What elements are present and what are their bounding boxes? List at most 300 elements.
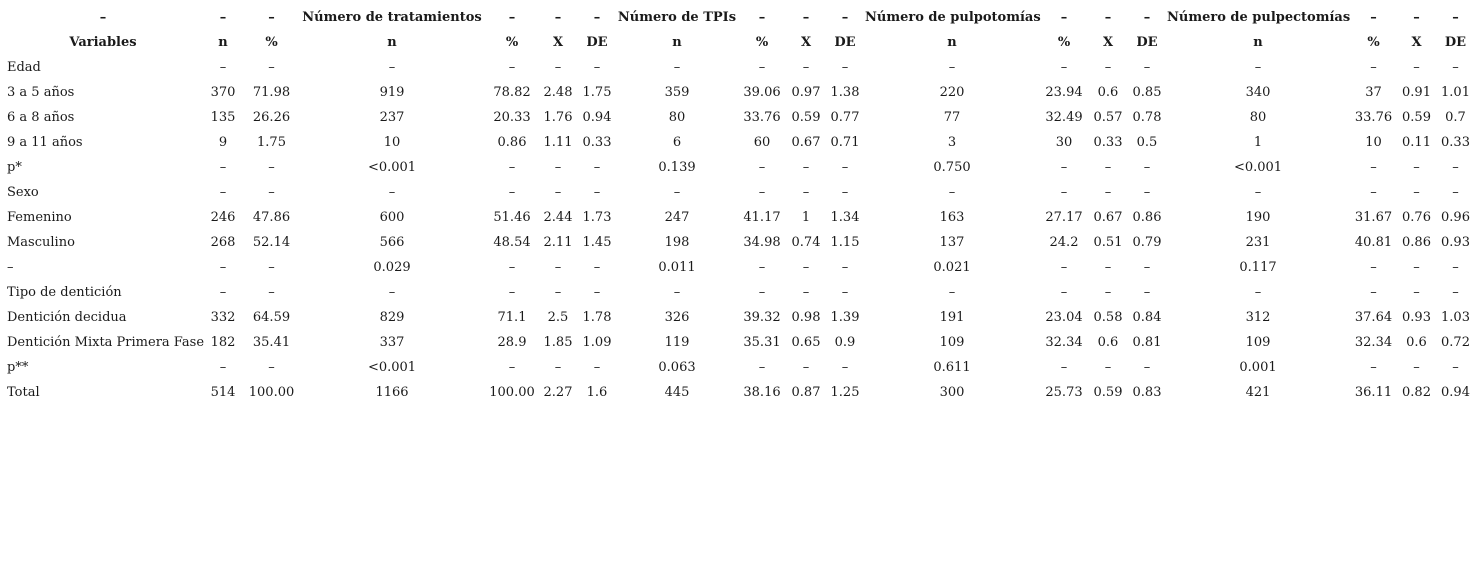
- table-cell: 300: [939, 385, 965, 400]
- table-cell: 1.11: [543, 135, 573, 150]
- table-cell: –: [1452, 285, 1459, 300]
- table-cell: –: [219, 260, 227, 275]
- column-header-row: [4, 30, 1476, 55]
- table-cell: 0.97: [791, 85, 821, 100]
- header-cell: –: [1143, 10, 1151, 25]
- table-cell: 78.82: [493, 85, 531, 100]
- table-cell: 23.04: [1045, 310, 1083, 325]
- table-cell: 0.58: [1093, 310, 1123, 325]
- table-cell: 64.59: [252, 310, 291, 325]
- table-cell: –: [593, 285, 601, 300]
- table-cell: 1.75: [582, 85, 612, 100]
- row-label: Dentición Mixta Primera Fase: [7, 335, 205, 350]
- table-cell: 370: [210, 85, 236, 100]
- table-cell: –: [1370, 60, 1377, 75]
- table-cell: 71.98: [252, 85, 291, 100]
- table-row: [4, 280, 1476, 305]
- header-cell-pulpotomias: Número de pulpotomías: [865, 10, 1041, 25]
- table-cell: 0.33: [1093, 135, 1123, 150]
- table-cell: 600: [379, 210, 405, 225]
- header-cell: –: [554, 10, 562, 25]
- table-cell: –: [1060, 60, 1068, 75]
- table-cell: 312: [1245, 310, 1271, 325]
- table-cell: –: [554, 260, 562, 275]
- table-cell: –: [508, 160, 516, 175]
- table-cell: 24.2: [1049, 235, 1079, 250]
- table-cell: 0.72: [1441, 335, 1470, 350]
- table-cell: –: [1104, 160, 1112, 175]
- table-cell: 27.17: [1045, 210, 1083, 225]
- table-cell: 2.48: [543, 85, 573, 100]
- header-cell-tpis: Número de TPIs: [617, 10, 737, 25]
- header-cell: –: [508, 10, 516, 25]
- table-cell: 0.6: [1097, 335, 1119, 350]
- table-cell: 182: [210, 335, 236, 350]
- table-cell: 32.49: [1045, 110, 1083, 125]
- table-cell: –: [1143, 260, 1151, 275]
- table-cell: 0.86: [1402, 235, 1431, 250]
- table-cell: 28.9: [497, 335, 527, 350]
- table-cell: 2.27: [543, 385, 573, 400]
- row-label: Femenino: [7, 210, 72, 225]
- table-cell: 0.029: [373, 260, 411, 275]
- header-cell: –: [1104, 10, 1112, 25]
- table-cell: 0.011: [658, 260, 696, 275]
- table-body: [4, 55, 1476, 405]
- table-row: [4, 355, 1476, 380]
- table-cell: 1.76: [543, 110, 573, 125]
- table-cell: 268: [210, 235, 236, 250]
- table-header: [4, 5, 1476, 55]
- table-cell: 37.64: [1354, 310, 1393, 325]
- table-cell: –: [508, 360, 516, 375]
- column-header: DE: [1136, 35, 1158, 50]
- table-cell: 40.81: [1354, 235, 1393, 250]
- table-cell: –: [673, 185, 681, 200]
- table-cell: –: [219, 185, 227, 200]
- table-cell: 0.51: [1093, 235, 1123, 250]
- table-cell: 919: [379, 85, 405, 100]
- table-cell: –: [508, 185, 516, 200]
- table-cell: 0.78: [1132, 110, 1162, 125]
- column-header: n: [947, 35, 957, 50]
- table-cell: –: [1413, 360, 1420, 375]
- table-cell: 0.6: [1406, 335, 1427, 350]
- table-cell: 0.59: [791, 110, 821, 125]
- table-cell: 2.5: [547, 310, 569, 325]
- table-cell: 0.063: [658, 360, 696, 375]
- table-cell: –: [1060, 185, 1068, 200]
- table-cell: –: [1060, 285, 1068, 300]
- row-label: Tipo de dentición: [7, 285, 122, 300]
- table-cell: 48.54: [493, 235, 531, 250]
- row-label: Edad: [7, 60, 41, 75]
- table-cell: 190: [1245, 210, 1271, 225]
- table-cell: –: [1104, 360, 1112, 375]
- column-header: %: [1057, 35, 1071, 50]
- table-cell: –: [1452, 360, 1459, 375]
- table-cell: 0.84: [1132, 310, 1162, 325]
- table-cell: 135: [210, 110, 236, 125]
- table-cell: 39.06: [743, 85, 781, 100]
- table-cell: 0.86: [497, 135, 527, 150]
- table-cell: –: [1370, 185, 1377, 200]
- table-cell: –: [268, 185, 275, 200]
- table-cell: 1.03: [1441, 310, 1470, 325]
- table-cell: 1.73: [582, 210, 612, 225]
- table-cell: 77: [943, 110, 961, 125]
- table-cell: 109: [1245, 335, 1271, 350]
- table-cell: 1.01: [1441, 85, 1470, 100]
- column-header: DE: [834, 35, 856, 50]
- table-cell: –: [219, 60, 227, 75]
- table-cell: 220: [939, 85, 965, 100]
- table-cell: 0.67: [1093, 210, 1123, 225]
- column-header: Variables: [69, 35, 137, 50]
- table-cell: 137: [939, 235, 965, 250]
- table-cell: –: [1370, 260, 1377, 275]
- column-header: %: [755, 35, 769, 50]
- table-row: [4, 80, 1476, 105]
- table-cell: 0.91: [1402, 85, 1431, 100]
- column-header: n: [1253, 35, 1263, 50]
- table-cell: 0.96: [1441, 210, 1470, 225]
- table-cell: 237: [379, 110, 405, 125]
- table-cell: 80: [1249, 110, 1267, 125]
- header-cell: –: [1452, 10, 1459, 25]
- table-cell: –: [1104, 285, 1112, 300]
- table-cell: 10: [383, 135, 401, 150]
- table-cell: 0.6: [1097, 85, 1119, 100]
- table-cell: –: [673, 285, 681, 300]
- column-header: %: [1367, 35, 1380, 50]
- table-cell: 2.11: [543, 235, 573, 250]
- table-cell: 60: [753, 135, 771, 150]
- header-cell: –: [219, 10, 227, 25]
- header-cell: –: [593, 10, 601, 25]
- table-cell: 100.00: [248, 385, 295, 400]
- table-cell: 0.611: [933, 360, 971, 375]
- table-cell: 1.34: [830, 210, 860, 225]
- table-cell: 163: [939, 210, 965, 225]
- group-header-row: [4, 5, 1476, 30]
- row-label: –: [7, 260, 14, 275]
- table-cell: –: [1452, 260, 1459, 275]
- table-cell: 332: [210, 310, 236, 325]
- table-cell: 9: [218, 135, 228, 150]
- table-cell: 41.17: [743, 210, 781, 225]
- table-cell: 0.76: [1402, 210, 1431, 225]
- table-cell: –: [802, 285, 810, 300]
- table-cell: 10: [1365, 135, 1382, 150]
- table-cell: 0.82: [1402, 385, 1431, 400]
- table-cell: 326: [664, 310, 690, 325]
- table-row: [4, 180, 1476, 205]
- table-cell: 0.93: [1402, 310, 1431, 325]
- header-cell: –: [841, 10, 849, 25]
- table-cell: 37: [1365, 85, 1382, 100]
- table-cell: –: [802, 160, 810, 175]
- table-cell: 1.39: [830, 310, 860, 325]
- table-cell: –: [758, 360, 766, 375]
- table-cell: –: [841, 60, 849, 75]
- results-table: [4, 5, 1476, 405]
- header-cell: –: [1060, 10, 1068, 25]
- table-row: [4, 305, 1476, 330]
- header-cell: –: [802, 10, 810, 25]
- table-cell: 337: [379, 335, 405, 350]
- table-cell: –: [841, 160, 849, 175]
- table-row: [4, 230, 1476, 255]
- header-cell: –: [758, 10, 766, 25]
- table-cell: 1.15: [830, 235, 860, 250]
- table-cell: 1.45: [582, 235, 612, 250]
- table-cell: 1.09: [582, 335, 612, 350]
- table-cell: 1.85: [543, 335, 573, 350]
- table-cell: 0.67: [791, 135, 821, 150]
- table-cell: –: [388, 185, 396, 200]
- table-cell: –: [758, 185, 766, 200]
- table-cell: 0.98: [791, 310, 821, 325]
- header-cell: –: [1370, 10, 1377, 25]
- column-header: X: [1102, 35, 1114, 50]
- table-cell: –: [802, 185, 810, 200]
- column-header: X: [1411, 35, 1422, 50]
- header-cell: –: [99, 10, 107, 25]
- header-cell-tratamientos: Número de tratamientos: [302, 10, 482, 25]
- table-cell: 0.59: [1093, 385, 1123, 400]
- table-cell: –: [1060, 160, 1068, 175]
- table-cell: –: [802, 260, 810, 275]
- table-cell: 39.32: [743, 310, 781, 325]
- table-cell: –: [554, 285, 562, 300]
- table-row: [4, 205, 1476, 230]
- table-cell: –: [1413, 260, 1420, 275]
- table-cell: 0.139: [658, 160, 696, 175]
- table-cell: 0.85: [1132, 85, 1162, 100]
- table-cell: 0.87: [791, 385, 821, 400]
- table-cell: –: [554, 360, 562, 375]
- table-cell: 191: [939, 310, 965, 325]
- row-label: Sexo: [7, 185, 39, 200]
- table-cell: –: [219, 285, 227, 300]
- table-cell: 340: [1245, 85, 1271, 100]
- table-row: [4, 55, 1476, 80]
- table-cell: 829: [379, 310, 405, 325]
- table-cell: 2.44: [543, 210, 573, 225]
- table-cell: 52.14: [252, 235, 291, 250]
- table-cell: 47.86: [252, 210, 291, 225]
- column-header: X: [552, 35, 564, 50]
- table-cell: 421: [1245, 385, 1271, 400]
- table-cell: 0.33: [1441, 135, 1470, 150]
- table-cell: –: [1143, 360, 1151, 375]
- table-cell: –: [388, 285, 396, 300]
- table-cell: –: [948, 285, 956, 300]
- table-cell: 514: [210, 385, 236, 400]
- row-label: 9 a 11 años: [7, 135, 83, 150]
- table-row: [4, 105, 1476, 130]
- row-label: p**: [7, 360, 29, 375]
- table-cell: 0.9: [834, 335, 856, 350]
- table-cell: 33.76: [1354, 110, 1393, 125]
- table-cell: 566: [379, 235, 405, 250]
- table-cell: –: [758, 260, 766, 275]
- column-header: X: [800, 35, 812, 50]
- table-cell: –: [593, 360, 601, 375]
- table-cell: –: [841, 285, 849, 300]
- table-cell: <0.001: [367, 160, 417, 175]
- table-cell: 0.65: [791, 335, 821, 350]
- table-row: [4, 330, 1476, 355]
- table-cell: 80: [668, 110, 686, 125]
- table-cell: 32.34: [1354, 335, 1393, 350]
- table-cell: –: [1143, 285, 1151, 300]
- table-cell: 1.78: [582, 310, 612, 325]
- table-cell: –: [1060, 260, 1068, 275]
- table-cell: –: [593, 260, 601, 275]
- table-cell: 0.7: [1445, 110, 1466, 125]
- table-cell: –: [1370, 360, 1377, 375]
- table-cell: 25.73: [1045, 385, 1083, 400]
- table-cell: –: [554, 60, 562, 75]
- table-cell: –: [219, 160, 227, 175]
- table-cell: –: [758, 285, 766, 300]
- table-cell: –: [1413, 185, 1420, 200]
- table-cell: –: [554, 160, 562, 175]
- table-row: [4, 255, 1476, 280]
- table-cell: –: [1413, 160, 1420, 175]
- table-cell: –: [841, 260, 849, 275]
- table-cell: –: [1413, 60, 1420, 75]
- table-cell: –: [1413, 285, 1420, 300]
- table-cell: –: [593, 60, 601, 75]
- table-cell: 0.74: [791, 235, 821, 250]
- table-cell: –: [1452, 185, 1459, 200]
- column-header: n: [672, 35, 682, 50]
- table-cell: –: [508, 285, 516, 300]
- table-cell: –: [1254, 285, 1262, 300]
- table-cell: 1: [1253, 135, 1263, 150]
- table-cell: 30: [1055, 135, 1073, 150]
- row-label: 6 a 8 años: [7, 110, 75, 125]
- table-cell: –: [802, 360, 810, 375]
- column-header: DE: [586, 35, 608, 50]
- table-cell: –: [388, 60, 396, 75]
- table-cell: <0.001: [367, 360, 417, 375]
- table-cell: 1166: [375, 385, 409, 400]
- table-cell: 1.6: [586, 385, 608, 400]
- table-cell: –: [948, 60, 956, 75]
- table-cell: –: [948, 185, 956, 200]
- table-cell: –: [1143, 160, 1151, 175]
- table-cell: 0.94: [1441, 385, 1470, 400]
- row-label: Masculino: [7, 235, 75, 250]
- table-cell: 1.25: [830, 385, 860, 400]
- table-cell: 3: [947, 135, 957, 150]
- table-cell: –: [758, 160, 766, 175]
- table-cell: –: [268, 60, 275, 75]
- table-cell: 31.67: [1354, 210, 1393, 225]
- table-cell: –: [268, 260, 275, 275]
- table-cell: –: [268, 360, 275, 375]
- row-label: Dentición decidua: [7, 310, 127, 325]
- table-cell: –: [1254, 60, 1262, 75]
- table-cell: 33.76: [743, 110, 781, 125]
- table-cell: –: [1143, 60, 1151, 75]
- column-header: %: [265, 35, 278, 50]
- table-cell: 0.71: [830, 135, 860, 150]
- table-row: [4, 130, 1476, 155]
- table-cell: 119: [664, 335, 690, 350]
- table-row: [4, 155, 1476, 180]
- table-cell: 0.33: [582, 135, 612, 150]
- table-cell: –: [802, 60, 810, 75]
- table-cell: 0.77: [830, 110, 860, 125]
- column-header: n: [387, 35, 397, 50]
- table-cell: 26.26: [252, 110, 291, 125]
- column-header: %: [505, 35, 519, 50]
- table-cell: –: [1452, 60, 1459, 75]
- table-cell: –: [268, 160, 275, 175]
- table-cell: –: [1370, 285, 1377, 300]
- table-cell: 1: [801, 210, 811, 225]
- table-cell: 0.93: [1441, 235, 1470, 250]
- table-cell: 0.59: [1402, 110, 1431, 125]
- table-cell: –: [508, 260, 516, 275]
- table-cell: 0.001: [1239, 360, 1277, 375]
- table-cell: –: [1370, 160, 1377, 175]
- table-cell: 231: [1245, 235, 1271, 250]
- table-cell: –: [1104, 260, 1112, 275]
- table-cell: <0.001: [1233, 160, 1283, 175]
- row-label: 3 a 5 años: [7, 85, 75, 100]
- table-cell: –: [1452, 160, 1459, 175]
- table-cell: 198: [664, 235, 690, 250]
- table-cell: –: [841, 360, 849, 375]
- table-cell: 0.94: [582, 110, 612, 125]
- table-cell: –: [673, 60, 681, 75]
- table-cell: –: [1254, 185, 1262, 200]
- table-cell: 23.94: [1045, 85, 1083, 100]
- table-cell: 0.11: [1402, 135, 1431, 150]
- table-cell: –: [1143, 185, 1151, 200]
- table-cell: 247: [664, 210, 690, 225]
- table-cell: 0.750: [933, 160, 971, 175]
- table-cell: 51.46: [493, 210, 531, 225]
- table-cell: 445: [664, 385, 690, 400]
- row-label: Total: [7, 385, 40, 400]
- row-label: p*: [7, 160, 22, 175]
- table-cell: 35.31: [743, 335, 781, 350]
- table-cell: –: [268, 285, 275, 300]
- column-header: n: [218, 35, 228, 50]
- table-cell: –: [1104, 60, 1112, 75]
- table-cell: 0.79: [1132, 235, 1162, 250]
- table-cell: –: [219, 360, 227, 375]
- table-cell: 32.34: [1045, 335, 1083, 350]
- table-cell: 71.1: [497, 310, 527, 325]
- table-cell: 1.75: [257, 135, 286, 150]
- table-cell: –: [593, 185, 601, 200]
- table-row: [4, 380, 1476, 405]
- table-cell: 38.16: [743, 385, 781, 400]
- table-cell: –: [1104, 185, 1112, 200]
- header-cell: –: [1413, 10, 1420, 25]
- header-cell-pulpectomias: Número de pulpectomías: [1167, 10, 1351, 25]
- table-cell: –: [554, 185, 562, 200]
- table-cell: 0.57: [1093, 110, 1123, 125]
